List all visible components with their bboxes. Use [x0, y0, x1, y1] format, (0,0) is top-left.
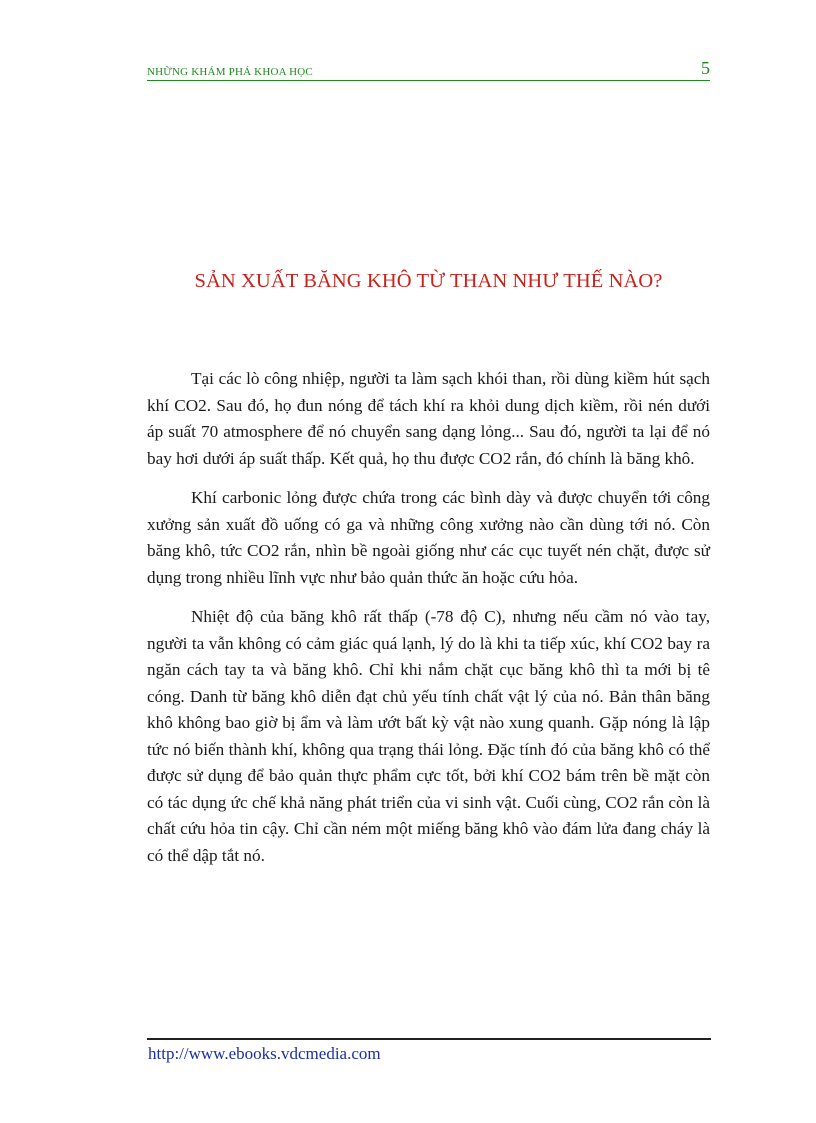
footer-divider — [147, 1038, 711, 1040]
footer-website-link[interactable]: http://www.ebooks.vdcmedia.com — [148, 1044, 381, 1063]
paragraph: Khí carbonic lỏng được chứa trong các bình dày và được chuyển tới công xưởng sản xuất đồ uống có ga và những công xưởng nào cần dùng tới nó. Còn băng khô, tức CO2 rắn, nhìn bề ngoài giống như các cục tuyết nén chặt, được sử dụng trong nhiều lĩnh vực như bảo quản thức ăn hoặc cứu hỏa. — [147, 488, 710, 587]
paragraph: Tại các lò công nhiệp, người ta làm sạch khói than, rồi dùng kiềm hút sạch khí CO2. Sau đó, họ đun nóng để tách khí ra khỏi dung dịch kiềm, rồi nén dưới áp suất 70 atmosphere để nó chuyển sang dạng lỏng... Sau đó, người ta lại để nó bay hơi dưới áp suất thấp. Kết quả, họ thu được CO2 rắn, đó chính là băng khô. — [147, 369, 710, 468]
chapter-title: SẢN XUẤT BĂNG KHÔ TỪ THAN NHƯ THẾ NÀO? — [194, 270, 663, 292]
book-title: NHỮNG KHÁM PHÁ KHOA HỌC — [147, 66, 313, 78]
article-body — [147, 366, 710, 882]
running-header — [147, 60, 710, 81]
page-number: 5 — [701, 58, 710, 78]
paragraph: Nhiệt độ của băng khô rất thấp (-78 độ C), nhưng nếu cầm nó vào tay, người ta vẫn không có cảm giác quá lạnh, lý do là khi ta tiếp xúc, khí CO2 bay ra ngăn cách tay ta và băng khô. Chỉ khi nắm chặt cục băng khô thì ta mới bị tê cóng. Danh từ băng khô diễn đạt chủ yếu tính chất vật lý của nó. Bản thân băng khô không bao giờ bị ẩm và làm ướt bất kỳ vật nào xung quanh. Gặp nóng là lập tức nó biến thành khí, không qua trạng thái lỏng. Đặc tính đó của băng khô có thể được sử dụng để bảo quản thực phẩm cực tốt, bởi khí CO2 bám trên bề mặt còn có tác dụng ức chế khả năng phát triển của vi sinh vật. Cuối cùng, CO2 rắn còn là chất cứu hỏa tin cậy. Chỉ cần ném một miếng băng khô vào đám lửa đang cháy là có thể dập tắt nó. — [147, 607, 710, 865]
